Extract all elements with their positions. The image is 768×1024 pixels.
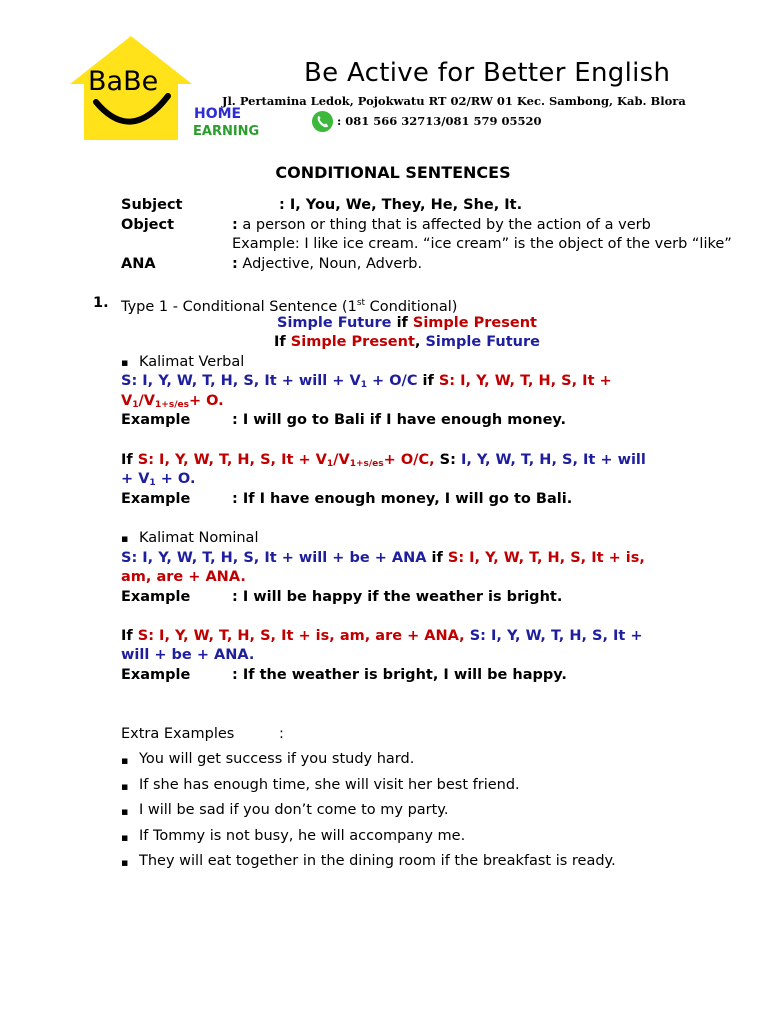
square-bullet: ▪ bbox=[121, 856, 129, 869]
formula-future-if-present: Simple Future if Simple Present bbox=[277, 315, 537, 331]
square-bullet: ▪ bbox=[121, 805, 129, 818]
section-number: 1. bbox=[93, 295, 109, 311]
verbal-pattern-1-line1: S: I, Y, W, T, H, S, It + will + $V_1 + O/C$ if S: I, Y, W, T, H, S, It + bbox=[121, 373, 612, 390]
ana-label: ANA bbox=[121, 256, 156, 272]
verbal-pattern-1-line2: $V_1/V_{1+s/es}+ O$. bbox=[121, 393, 224, 410]
subject-value: : I, You, We, They, He, She, It. bbox=[279, 197, 523, 213]
extra-example-item: They will eat together in the dining room if the breakfast is ready. bbox=[139, 853, 616, 869]
object-value: : a person or thing that is affected by the action of a verb bbox=[232, 217, 651, 233]
square-bullet: ▪ bbox=[121, 780, 129, 793]
example-3: : I will be happy if the weather is bright. bbox=[232, 589, 563, 605]
square-bullet: ▪ bbox=[121, 356, 129, 369]
square-bullet: ▪ bbox=[121, 831, 129, 844]
object-example: Example: I like ice cream. “ice cream” is the object of the verb “like” bbox=[232, 236, 732, 252]
nominal-pattern-1-line2: am, are + ANA. bbox=[121, 569, 246, 585]
extra-examples-label: Extra Examples bbox=[121, 726, 235, 742]
brand-phone: : 081 566 32713/081 579 05520 bbox=[337, 114, 542, 128]
kalimat-nominal-label: Kalimat Nominal bbox=[139, 530, 259, 546]
svg-text:HOME: HOME bbox=[194, 106, 242, 122]
whatsapp-icon bbox=[311, 110, 334, 133]
verbal-pattern-2-line2: + $V_1 + O$. bbox=[121, 471, 196, 488]
logo-text: BaBe bbox=[88, 66, 159, 97]
example-1: : I will go to Bali if I have enough money. bbox=[232, 412, 567, 428]
object-label: Object bbox=[121, 217, 175, 233]
example-label: Example bbox=[121, 412, 191, 428]
extra-example-item: I will be sad if you don’t come to my party. bbox=[139, 802, 449, 818]
section-heading: Type 1 - Conditional Sentence (1st Conditional) bbox=[121, 298, 458, 315]
example-2: : If I have enough money, I will go to Bali. bbox=[232, 491, 573, 507]
extra-example-item: If Tommy is not busy, he will accompany me. bbox=[139, 828, 466, 844]
babe-house-logo bbox=[68, 36, 194, 140]
example-label: Example bbox=[121, 589, 191, 605]
formula-if-present-future: If Simple Present, Simple Future bbox=[274, 334, 540, 350]
ana-value: : Adjective, Noun, Adverb. bbox=[232, 256, 423, 272]
square-bullet: ▪ bbox=[121, 754, 129, 767]
nominal-pattern-2-line1: If S: I, Y, W, T, H, S, It + is, am, are + ANA, S: I, Y, W, T, H, S, It + bbox=[121, 628, 643, 644]
nominal-pattern-2-line2: will + be + ANA. bbox=[121, 647, 255, 663]
example-4: : If the weather is bright, I will be happy. bbox=[232, 667, 567, 683]
subject-label: Subject bbox=[121, 197, 183, 213]
verbal-pattern-2-line1: If S: I, Y, W, T, H, S, $It + V_1/V_{1+s/es}+ O/C$, S: I, Y, W, T, H, S, It + will bbox=[121, 452, 646, 469]
svg-text:EARNING: EARNING bbox=[193, 124, 260, 138]
kalimat-verbal-label: Kalimat Verbal bbox=[139, 354, 245, 370]
square-bullet: ▪ bbox=[121, 532, 129, 545]
brand-address: Jl. Pertamina Ledok, Pojokwatu RT 02/RW 01 Kec. Sambong, Kab. Blora bbox=[222, 94, 686, 108]
extra-example-item: If she has enough time, she will visit her best friend. bbox=[139, 777, 520, 793]
brand-title: Be Active for Better English bbox=[304, 58, 671, 88]
example-label: Example bbox=[121, 491, 191, 507]
extra-example-item: You will get success if you study hard. bbox=[139, 751, 415, 767]
extra-examples-colon: : bbox=[279, 726, 284, 742]
home-learning-logo bbox=[193, 104, 273, 138]
document-title: CONDITIONAL SENTENCES bbox=[275, 163, 511, 182]
nominal-pattern-1-line1: S: I, Y, W, T, H, S, It + will + be + ANA if S: I, Y, W, T, H, S, It + is, bbox=[121, 550, 645, 566]
example-label: Example bbox=[121, 667, 191, 683]
